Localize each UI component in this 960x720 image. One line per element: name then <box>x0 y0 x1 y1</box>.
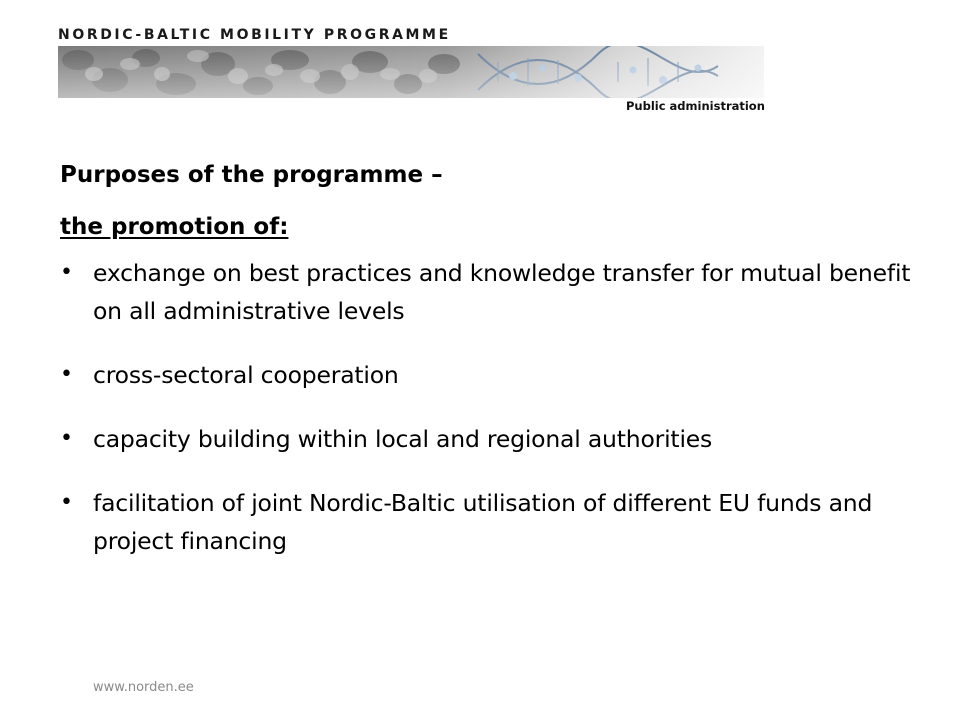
bullet-icon: • <box>60 490 73 515</box>
list-item-text: capacity building within local and regional authorities <box>93 425 713 453</box>
header-banner-image <box>58 46 764 98</box>
programme-subtitle: Public administration <box>626 99 765 113</box>
list-item <box>60 356 920 394</box>
programme-title: NORDIC-BALTIC MOBILITY PROGRAMME <box>58 27 451 43</box>
footer-url: www.norden.ee <box>93 680 194 695</box>
slide-content <box>60 160 920 586</box>
section-subheading: the promotion of: <box>60 214 289 240</box>
list-item <box>60 484 920 560</box>
bullet-icon: • <box>60 426 73 451</box>
bullet-icon: • <box>60 362 73 387</box>
purposes-list <box>60 254 920 560</box>
section-heading: Purposes of the programme – <box>60 162 443 188</box>
list-item-text: facilitation of joint Nordic-Baltic utilisation of different EU funds and project financing <box>93 489 873 555</box>
list-item <box>60 420 920 458</box>
bullet-icon: • <box>60 260 73 285</box>
list-item-text: cross-sectoral cooperation <box>93 361 399 389</box>
list-item <box>60 254 920 330</box>
list-item-text: exchange on best practices and knowledge transfer for mutual benefit on all administrative levels <box>93 259 911 325</box>
